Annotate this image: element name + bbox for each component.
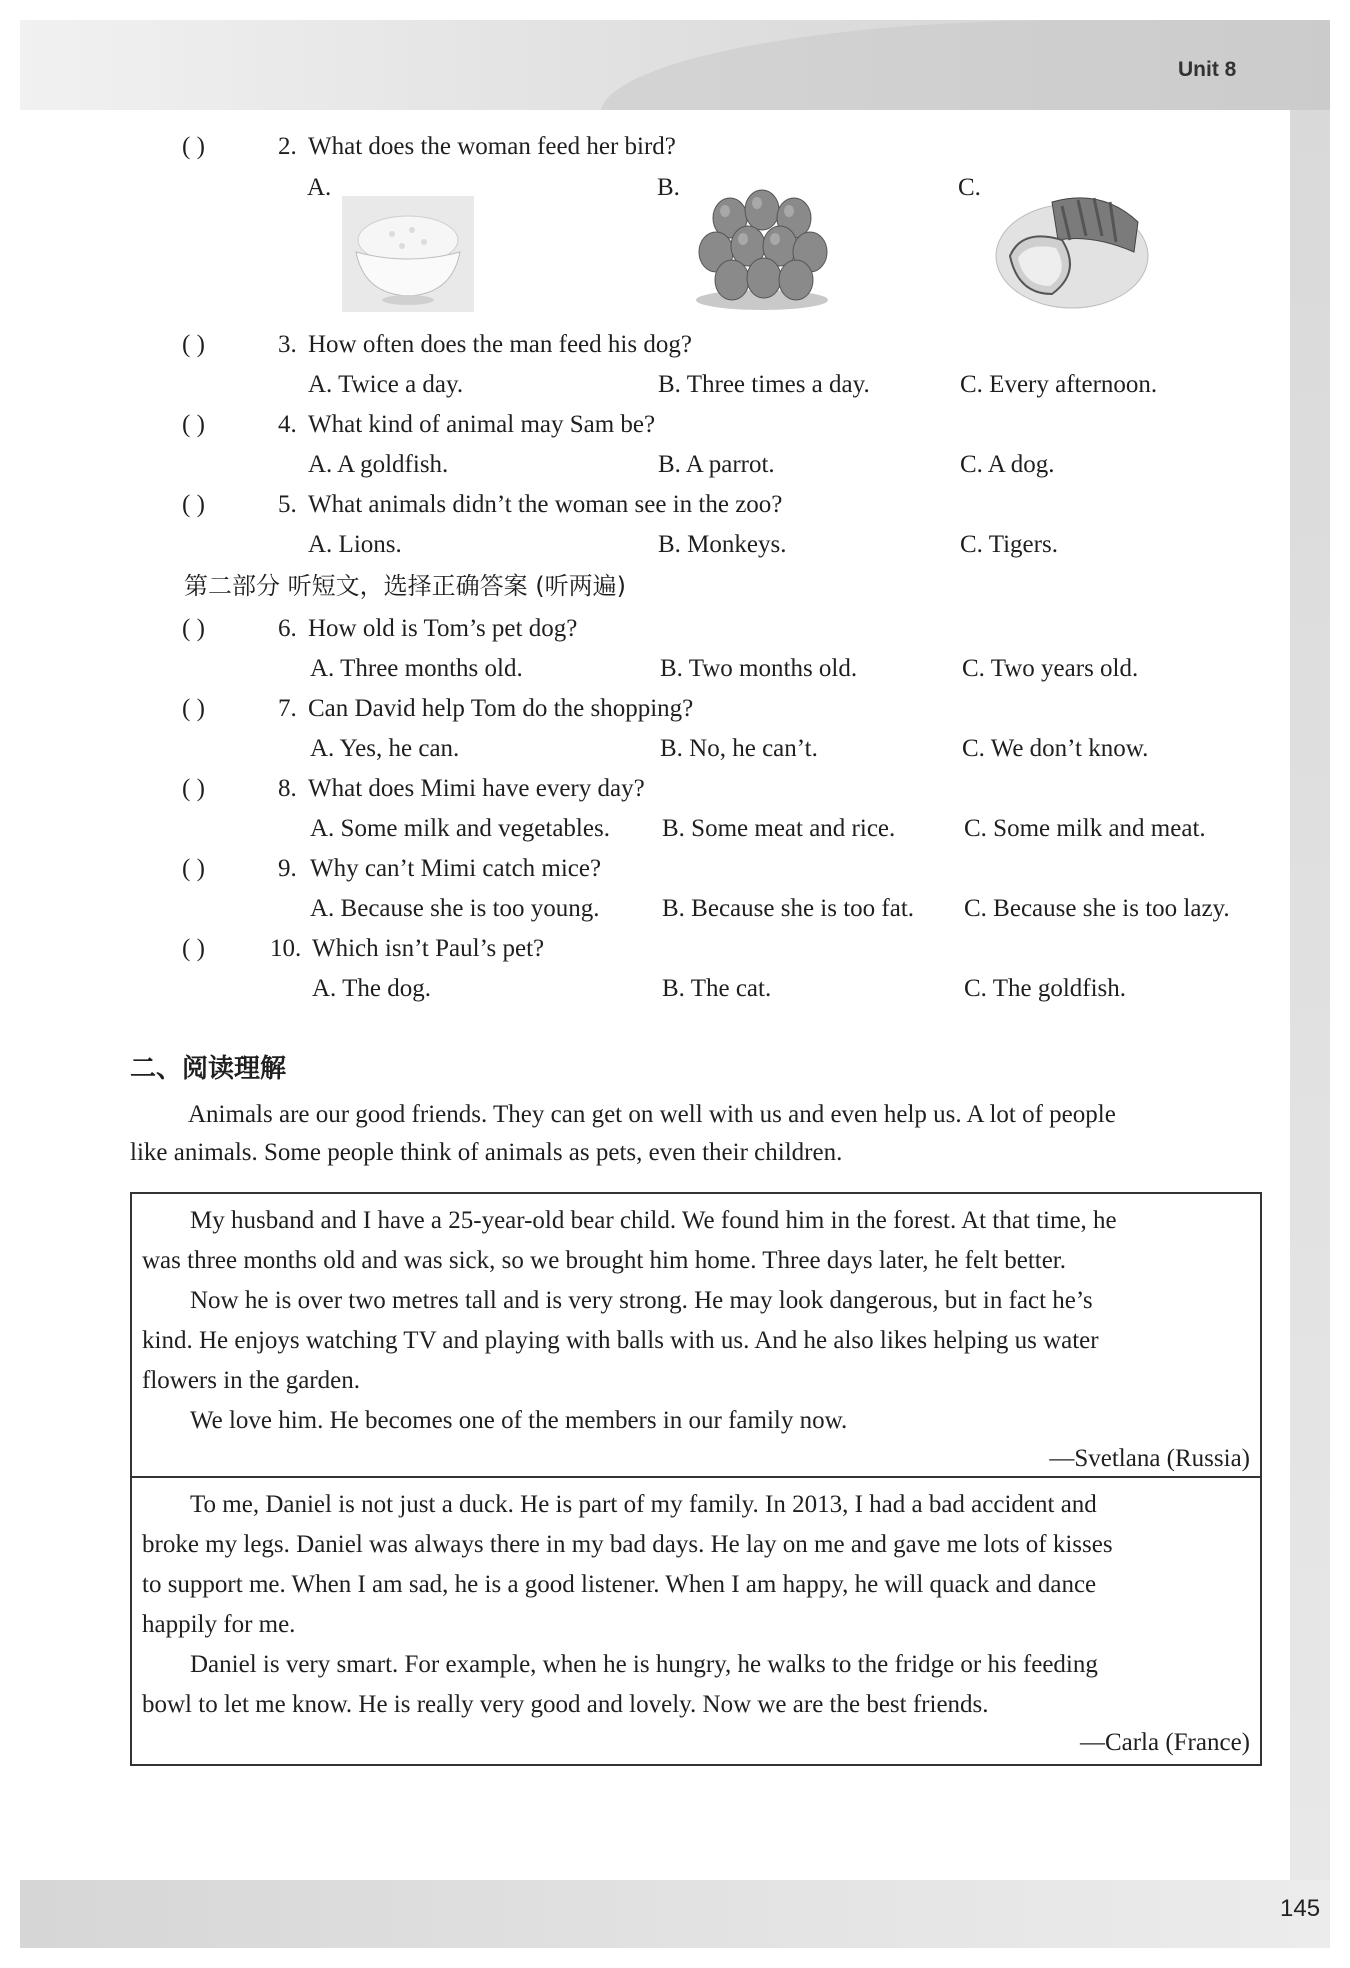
question-number: 6.: [278, 615, 297, 642]
passage-line: To me, Daniel is not just a duck. He is part of my family. In 2013, I had a bad accident and: [190, 1491, 1097, 1518]
question-text: Which isn’t Paul’s pet?: [312, 935, 545, 962]
option-c[interactable]: C. The goldfish.: [964, 975, 1127, 1002]
option-c[interactable]: C. Two years old.: [962, 655, 1139, 682]
answer-paren[interactable]: ( ): [182, 331, 205, 358]
question-number: 3.: [278, 331, 297, 358]
passage-line: Daniel is very smart. For example, when he is hungry, he walks to the fridge or his feeding: [190, 1651, 1098, 1678]
side-band: [1290, 110, 1330, 1880]
rice-bowl-image[interactable]: [342, 196, 474, 312]
passage-line: Now he is over two metres tall and is very strong. He may look dangerous, but in fact he’s: [190, 1287, 1093, 1314]
option-b[interactable]: B. Two months old.: [660, 655, 858, 682]
option-b[interactable]: B. A parrot.: [658, 451, 775, 478]
option-a[interactable]: A. Lions.: [308, 531, 402, 558]
option-a-label: A.: [307, 174, 332, 201]
passage-signature: —Carla (France): [1079, 1729, 1250, 1756]
option-c[interactable]: C. A dog.: [960, 451, 1055, 478]
part-two-heading: 第二部分 听短文，选择正确答案 (听两遍): [184, 572, 626, 600]
option-c[interactable]: C. We don’t know.: [962, 735, 1149, 762]
option-a[interactable]: A. Because she is too young.: [310, 895, 600, 922]
unit-label: Unit 8: [1178, 58, 1237, 81]
passage-box-svetlana: [130, 1192, 1262, 1478]
option-a[interactable]: A. Some milk and vegetables.: [310, 815, 610, 842]
bread-loaf-image[interactable]: [992, 182, 1152, 312]
question-text: Why can’t Mimi catch mice?: [310, 855, 602, 882]
passage-line: We love him. He becomes one of the members in our family now.: [190, 1407, 848, 1434]
question-text: What kind of animal may Sam be?: [308, 411, 656, 438]
option-a[interactable]: A. A goldfish.: [308, 451, 449, 478]
passage-box-carla: [130, 1476, 1262, 1766]
answer-paren[interactable]: ( ): [182, 695, 205, 722]
intro-line-1: Animals are our good friends. They can get on well with us and even help us. A lot of people: [188, 1101, 1116, 1128]
passage-line: to support me. When I am sad, he is a good listener. When I am happy, he will quack and dance: [142, 1571, 1097, 1598]
question-text: How often does the man feed his dog?: [308, 331, 692, 358]
answer-paren[interactable]: ( ): [182, 133, 205, 160]
question-number: 5.: [278, 491, 297, 518]
passage-line: happily for me.: [142, 1611, 296, 1638]
option-a[interactable]: A. Three months old.: [310, 655, 523, 682]
question-text: What does the woman feed her bird?: [308, 133, 676, 160]
eggs-image[interactable]: [692, 178, 832, 312]
page-number: 145: [1280, 1895, 1321, 1922]
answer-paren[interactable]: ( ): [182, 491, 205, 518]
question-text: How old is Tom’s pet dog?: [308, 615, 578, 642]
question-number: 8.: [278, 775, 297, 802]
answer-paren[interactable]: ( ): [182, 411, 205, 438]
option-b[interactable]: B. Three times a day.: [658, 371, 870, 398]
section-heading: 二、阅读理解: [130, 1054, 287, 1084]
option-a[interactable]: A. Twice a day.: [308, 371, 464, 398]
option-c[interactable]: C. Every afternoon.: [960, 371, 1158, 398]
option-b[interactable]: B. No, he can’t.: [660, 735, 818, 762]
option-c[interactable]: C. Some milk and meat.: [964, 815, 1206, 842]
question-number: 7.: [278, 695, 297, 722]
question-number: 9.: [278, 855, 297, 882]
option-c-label: C.: [958, 174, 981, 201]
answer-paren[interactable]: ( ): [182, 855, 205, 882]
passage-line: broke my legs. Daniel was always there in my bad days. He lay on me and gave me lots of kisses: [142, 1531, 1113, 1558]
intro-line-2: like animals. Some people think of animals as pets, even their children.: [130, 1139, 843, 1166]
option-b-label: B.: [657, 174, 680, 201]
option-b[interactable]: B. Because she is too fat.: [662, 895, 915, 922]
option-b[interactable]: B. Monkeys.: [658, 531, 787, 558]
option-a[interactable]: A. Yes, he can.: [310, 735, 460, 762]
option-c[interactable]: C. Because she is too lazy.: [964, 895, 1230, 922]
passage-line: was three months old and was sick, so we brought him home. Three days later, he felt better.: [142, 1247, 1066, 1274]
answer-paren[interactable]: ( ): [182, 615, 205, 642]
answer-paren[interactable]: ( ): [182, 935, 205, 962]
passage-line: kind. He enjoys watching TV and playing with balls with us. And he also likes helping us water: [142, 1327, 1099, 1354]
option-b[interactable]: B. The cat.: [662, 975, 772, 1002]
question-number: 4.: [278, 411, 297, 438]
question-text: What does Mimi have every day?: [308, 775, 645, 802]
passage-line: bowl to let me know. He is really very good and lovely. Now we are the best friends.: [142, 1691, 989, 1718]
question-number: 2.: [278, 133, 297, 160]
question-number: 10.: [270, 935, 302, 962]
option-c[interactable]: C. Tigers.: [960, 531, 1058, 558]
passage-signature: —Svetlana (Russia): [1049, 1445, 1250, 1472]
option-a[interactable]: A. The dog.: [312, 975, 431, 1002]
passage-line: My husband and I have a 25-year-old bear child. We found him in the forest. At that time, he: [190, 1207, 1117, 1234]
question-text: Can David help Tom do the shopping?: [308, 695, 694, 722]
question-text: What animals didn’t the woman see in the zoo?: [308, 491, 783, 518]
passage-line: flowers in the garden.: [142, 1367, 360, 1394]
footer-band: [20, 1880, 1330, 1948]
option-b[interactable]: B. Some meat and rice.: [662, 815, 896, 842]
answer-paren[interactable]: ( ): [182, 775, 205, 802]
